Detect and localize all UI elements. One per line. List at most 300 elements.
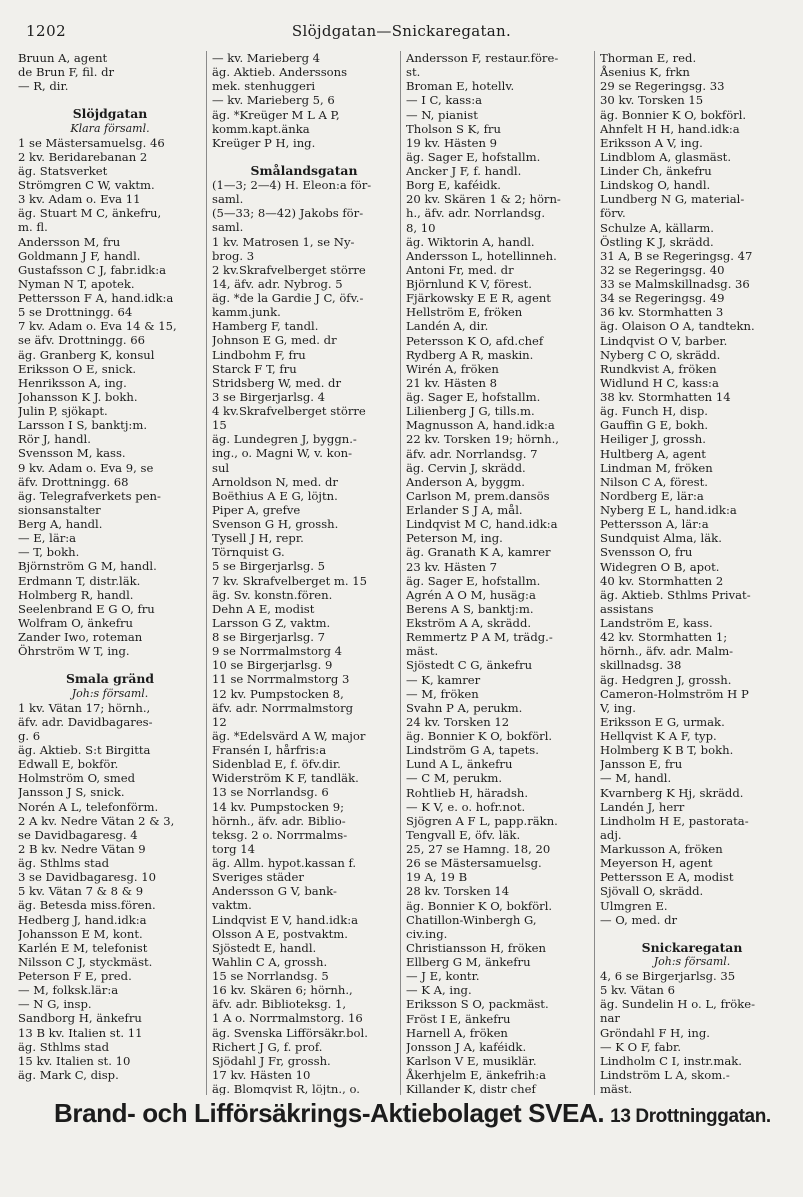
directory-entry: Kvarnberg K Hj, skrädd. bbox=[600, 785, 744, 800]
directory-entry: Thorman E, red. bbox=[600, 51, 697, 65]
directory-entry: äg. Wiktorin A, handl. bbox=[406, 234, 535, 249]
directory-entry: Widegren O B, apot. bbox=[600, 559, 720, 574]
directory-entry: 28 kv. Torsken 14 bbox=[406, 884, 510, 899]
directory-entry: Gustafsson C J, fabr.idk:a bbox=[18, 262, 167, 277]
directory-entry: (5—33; 8—42) Jakobs för- bbox=[212, 206, 364, 221]
directory-entry: 5 kv. Vätan 7 & 8 & 9 bbox=[18, 884, 144, 899]
directory-entry: Lindholm H E, pastorata- bbox=[600, 813, 749, 828]
directory-entry: — T, bokh. bbox=[18, 545, 80, 560]
directory-entry: Karlén E M, telefonist bbox=[18, 940, 148, 955]
directory-entry: Ulmgren E. bbox=[600, 898, 668, 913]
directory-entry: hörnh., äfv. adr. Malm- bbox=[600, 644, 734, 659]
directory-entry: torg 14 bbox=[212, 841, 256, 856]
directory-entry: — K A, ing. bbox=[406, 983, 472, 998]
directory-entry: Andersson G V, bank- bbox=[212, 884, 337, 899]
directory-entry: Bruun A, agent bbox=[18, 51, 108, 65]
directory-entry: äfv. Drottningg. 68 bbox=[18, 474, 129, 489]
directory-entry: Lund A L, änkefru bbox=[406, 757, 513, 772]
directory-entry: Jansson J S, snick. bbox=[18, 785, 125, 800]
advertisement-address: 13 Drottninggatan. bbox=[610, 1106, 771, 1127]
directory-entry: — K O F, fabr. bbox=[600, 1039, 682, 1054]
directory-entry: 14 kv. Pumpstocken 9; bbox=[212, 799, 345, 814]
directory-entry: äg. Sv. konstn.fören. bbox=[212, 587, 333, 602]
directory-entry: äg. Bonnier K O, bokförl. bbox=[406, 729, 553, 743]
directory-entry: 3 kv. Adam o. Eva 11 bbox=[18, 192, 141, 207]
directory-entry: (1—3; 2—4) H. Eleon:a för- bbox=[212, 178, 372, 193]
directory-entry: Björnström G M, handl. bbox=[18, 559, 157, 574]
directory-entry: Hedberg J, hand.idk:a bbox=[18, 912, 147, 927]
street-heading: Slöjdgatan bbox=[72, 107, 148, 122]
directory-entry: äfv. adr. Davidbagares- bbox=[18, 714, 153, 729]
directory-entry: sul bbox=[212, 460, 230, 475]
column-2 bbox=[206, 51, 400, 1095]
directory-entry: Svensson O, fru bbox=[600, 545, 693, 560]
directory-entry: Boëthius A E G, löjtn. bbox=[212, 488, 338, 503]
directory-entry: Seelenbrand E G O, fru bbox=[18, 601, 155, 616]
directory-entry: äg. Blomqvist R, löjtn., o. bbox=[212, 1082, 360, 1095]
directory-entry: äfv. adr. Biblioteksg. 1, bbox=[212, 997, 347, 1012]
directory-entry: Nyberg E L, hand.idk:a bbox=[600, 503, 737, 517]
directory-entry: 32 se Regeringsg. 40 bbox=[600, 262, 725, 277]
directory-entry: 15 bbox=[212, 418, 227, 433]
directory-entry: Fransén I, hårfris:a bbox=[212, 743, 327, 758]
directory-entry: 22 kv. Torsken 19; hörnh., bbox=[406, 432, 559, 447]
directory-entry: Åkerhjelm E, änkefrih:a bbox=[406, 1068, 547, 1082]
directory-entry: 19 kv. Hästen 9 bbox=[406, 135, 498, 150]
directory-entry: Ahnfelt H H, hand.idk:a bbox=[600, 121, 740, 136]
column-3 bbox=[400, 51, 594, 1095]
directory-entry: Nilson C A, förest. bbox=[600, 474, 708, 489]
directory-entry: 20 kv. Skären 1 & 2; hörn- bbox=[406, 192, 561, 207]
directory-entry: — C M, perukm. bbox=[406, 771, 503, 786]
directory-entry: 23 kv. Hästen 7 bbox=[406, 559, 498, 574]
directory-entry: 21 kv. Hästen 8 bbox=[406, 375, 498, 390]
directory-entry: 38 kv. Stormhatten 14 bbox=[600, 390, 731, 404]
directory-entry: Pettersson E A, modist bbox=[600, 870, 734, 885]
directory-entry: — O, med. dr bbox=[600, 912, 678, 927]
directory-entry: Gauffin G E, bokh. bbox=[600, 418, 709, 433]
directory-entry: Lilienberg J G, tills.m. bbox=[406, 404, 535, 419]
directory-entry: 30 kv. Torsken 15 bbox=[600, 93, 704, 108]
directory-entry: Edwall E, bokför. bbox=[18, 757, 119, 772]
directory-entry: Ekström A A, skrädd. bbox=[406, 616, 532, 630]
directory-entry: äg. Sthlms stad bbox=[18, 856, 110, 871]
directory-entry: 9 kv. Adam o. Eva 9, se bbox=[18, 460, 154, 475]
directory-entry: förv. bbox=[600, 206, 626, 221]
directory-entry: Linder Ch, änkefru bbox=[600, 164, 712, 178]
directory-entry: Lindqvist O V, barber. bbox=[600, 333, 728, 348]
directory-entry: — K V, e. o. hofr.not. bbox=[406, 799, 526, 814]
directory-entry: Schulze A, källarm. bbox=[600, 220, 714, 235]
directory-entry: — M, fröken bbox=[406, 686, 479, 701]
directory-entry: 2 kv.Skrafvelberget större bbox=[212, 262, 366, 277]
directory-entry: assistans bbox=[600, 601, 654, 616]
directory-entry: Lindqvist E V, hand.idk:a bbox=[212, 912, 359, 927]
directory-entry: 14, äfv. adr. Nybrog. 5 bbox=[212, 276, 343, 291]
directory-entry: Richert J G, f. prof. bbox=[212, 1039, 323, 1054]
directory-entry: Wahlin C A, grossh. bbox=[212, 954, 328, 969]
directory-entry: äg. Olaison O A, tandtekn. bbox=[600, 319, 755, 334]
directory-entry: 9 se Norrmalmstorg 4 bbox=[212, 644, 342, 659]
directory-entry: äg. Bonnier K O, bokförl. bbox=[600, 107, 747, 122]
directory-entry: Nyberg C O, skrädd. bbox=[600, 347, 721, 362]
spacer bbox=[212, 150, 396, 164]
directory-entry: Hultberg A, agent bbox=[600, 446, 706, 461]
directory-entry: 29 se Regeringsg. 33 bbox=[600, 79, 725, 94]
directory-entry: Björnlund K V, förest. bbox=[406, 277, 532, 291]
directory-entry: 33 se Malmskillnadsg. 36 bbox=[600, 277, 750, 291]
directory-entry: hörnh., äfv. adr. Biblio- bbox=[212, 813, 346, 828]
directory-entry: V, ing. bbox=[600, 700, 636, 715]
directory-entry: 25, 27 se Hamng. 18, 20 bbox=[406, 842, 551, 856]
directory-entry: äg. Stuart M C, änkefru, bbox=[18, 206, 162, 221]
directory-entry: 15 se Norrlandsg. 5 bbox=[212, 969, 329, 984]
directory-entry: Borg E, kaféidk. bbox=[406, 178, 501, 193]
directory-entry: — N G, insp. bbox=[18, 997, 92, 1012]
directory-entry: komm.kapt.änka bbox=[212, 121, 310, 136]
directory-entry: Landén J, herr bbox=[600, 799, 685, 814]
directory-entry: Goldmann J F, handl. bbox=[18, 248, 141, 263]
directory-entry: Sjödahl J Fr, grossh. bbox=[212, 1053, 331, 1068]
directory-entry: Lindström L A, skom.- bbox=[600, 1067, 730, 1082]
directory-entry: Cameron-Holmström H P bbox=[600, 686, 749, 701]
directory-entry: äfv. adr. Norrmalmstorg bbox=[212, 700, 354, 715]
directory-entry: äg. Svenska Lifförsäkr.bol. bbox=[212, 1025, 368, 1040]
directory-entry: Svensson M, kass. bbox=[18, 446, 126, 461]
directory-entry: Julin P, sjökapt. bbox=[18, 404, 108, 419]
column-1 bbox=[18, 51, 206, 1095]
spacer bbox=[18, 1082, 202, 1095]
directory-entry: brog. 3 bbox=[212, 248, 255, 263]
directory-entry: Johnson E G, med. dr bbox=[212, 333, 337, 348]
directory-entry: 42 kv. Stormhatten 1; bbox=[600, 630, 728, 645]
directory-entry: 8 se Birgerjarlsg. 7 bbox=[212, 630, 326, 645]
directory-entry: Eriksson E G, urmak. bbox=[600, 714, 725, 729]
directory-entry: äg. Bonnier K O, bokförl. bbox=[406, 898, 553, 913]
directory-entry: 13 B kv. Italien st. 11 bbox=[18, 1025, 143, 1040]
directory-entry: Magnusson A, hand.idk:a bbox=[406, 418, 555, 433]
directory-entry: — M, handl. bbox=[600, 771, 672, 786]
directory-entry: saml. bbox=[212, 192, 244, 207]
directory-entry: Meyerson H, agent bbox=[600, 856, 713, 871]
directory-entry: Ancker J F, f. handl. bbox=[406, 164, 522, 178]
spacer bbox=[18, 93, 202, 107]
directory-entry: 5 se Birgerjarlsg. 5 bbox=[212, 559, 326, 574]
directory-entry: 1 kv. Vätan 17; hörnh., bbox=[18, 700, 151, 715]
directory-entry: 2 kv. Beridarebanan 2 bbox=[18, 149, 148, 164]
directory-entry: — K, kamrer bbox=[406, 672, 481, 687]
directory-entry: Christiansson H, fröken bbox=[406, 940, 546, 955]
directory-entry: äg. *de la Gardie J C, öfv.- bbox=[212, 291, 364, 306]
directory-entry: Larsson G Z, vaktm. bbox=[212, 615, 331, 630]
directory-entry: äg. Aktieb. Sthlms Privat- bbox=[600, 587, 751, 602]
directory-entry: 26 se Mästersamuelsg. bbox=[406, 856, 542, 871]
directory-entry: Landén A, dir. bbox=[406, 319, 489, 334]
directory-entry: 31 A, B se Regeringsg. 47 bbox=[600, 248, 753, 263]
directory-entry: Nilsson C J, styckmäst. bbox=[18, 954, 153, 969]
directory-entry: 5 se Drottningg. 64 bbox=[18, 305, 133, 320]
directory-entry: Lundberg N G, material- bbox=[600, 192, 745, 207]
advertisement bbox=[54, 1098, 771, 1129]
directory-entry: äg. Aktieb. S:t Birgitta bbox=[18, 743, 151, 758]
directory-entry: 7 kv. Adam o. Eva 14 & 15, bbox=[18, 319, 177, 334]
directory-entry: Ellberg G M, änkefru bbox=[406, 955, 531, 969]
directory-entry: Åsenius K, frkn bbox=[600, 65, 690, 80]
directory-entry: Peterson F E, pred. bbox=[18, 969, 132, 984]
directory-entry: Zander Iwo, roteman bbox=[18, 630, 143, 645]
directory-entry: äg. Sager E, hofstallm. bbox=[406, 390, 541, 404]
directory-entry: Jonsson J A, kaféidk. bbox=[406, 1039, 527, 1054]
directory-entry: Hamberg F, tandl. bbox=[212, 319, 319, 334]
directory-entry: Dehn A E, modist bbox=[212, 601, 315, 616]
directory-entry: 34 se Regeringsg. 49 bbox=[600, 291, 725, 306]
directory-entry: Lindström G A, tapets. bbox=[406, 743, 539, 758]
directory-entry: Lindqvist M C, hand.idk:a bbox=[406, 517, 558, 532]
directory-entry: Strömgren C W, vaktm. bbox=[18, 178, 155, 193]
directory-entry: Arnoldson N, med. dr bbox=[212, 474, 338, 489]
directory-entry: 15 kv. Italien st. 10 bbox=[18, 1053, 131, 1068]
directory-columns bbox=[18, 51, 788, 1095]
directory-entry: Pettersson A, lär:a bbox=[600, 517, 709, 532]
directory-entry: Jansson E, fru bbox=[600, 757, 683, 772]
directory-entry: kamm.junk. bbox=[212, 305, 281, 320]
directory-entry: äg. Funch H, disp. bbox=[600, 404, 708, 419]
directory-entry: Lindskog O, handl. bbox=[600, 178, 711, 193]
directory-entry: äg. Granberg K, konsul bbox=[18, 347, 155, 362]
directory-entry: saml. bbox=[212, 220, 244, 235]
directory-entry: Lindbohm F, fru bbox=[212, 347, 306, 362]
directory-entry: Anderson A, byggm. bbox=[406, 474, 525, 489]
directory-entry: Gröndahl F H, ing. bbox=[600, 1025, 710, 1040]
directory-entry: civ.ing. bbox=[406, 926, 448, 941]
directory-entry: Andersson M, fru bbox=[18, 234, 121, 249]
directory-entry: Kreüger P H, ing. bbox=[212, 135, 316, 150]
directory-entry: — N, pianist bbox=[406, 107, 478, 122]
directory-entry: 36 kv. Stormhatten 3 bbox=[600, 305, 724, 320]
directory-entry: Wolfram O, änkefru bbox=[18, 615, 134, 630]
directory-entry: 19 A, 19 B bbox=[406, 870, 468, 885]
directory-entry: 11 se Norrmalmstorg 3 bbox=[212, 672, 350, 687]
directory-entry: Eriksson S O, packmäst. bbox=[406, 997, 549, 1012]
directory-entry: Rydberg A R, maskin. bbox=[406, 347, 534, 362]
directory-entry: mäst. bbox=[600, 1082, 633, 1095]
directory-entry: Landström E, kass. bbox=[600, 616, 713, 630]
column-4 bbox=[594, 51, 788, 1095]
directory-entry: äg. Mark C, disp. bbox=[18, 1067, 119, 1082]
directory-entry: Johansson K J. bokh. bbox=[18, 389, 138, 404]
directory-entry: 12 kv. Pumpstocken 8, bbox=[212, 686, 344, 701]
directory-entry: Holmberg K B T, bokh. bbox=[600, 743, 734, 758]
directory-entry: Svenson G H, grossh. bbox=[212, 517, 339, 532]
directory-entry: Tysell J H, repr. bbox=[212, 531, 304, 546]
directory-entry: Sjögren A F L, papp.räkn. bbox=[406, 813, 558, 828]
directory-entry: Sandborg H, änkefru bbox=[18, 1011, 142, 1026]
directory-entry: äg. Aktieb. Anderssons bbox=[212, 65, 348, 80]
spacer bbox=[18, 658, 202, 672]
directory-entry: Eriksson A V, ing. bbox=[600, 135, 703, 150]
directory-entry: äg. Hedgren J, grossh. bbox=[600, 672, 732, 687]
directory-entry: Henriksson A, ing. bbox=[18, 375, 127, 390]
directory-entry: vaktm. bbox=[212, 898, 252, 913]
directory-entry: 13 se Norrlandsg. 6 bbox=[212, 785, 329, 800]
directory-entry: Larsson I S, banktj:m. bbox=[18, 418, 148, 433]
directory-entry: äg. Telegrafverkets pen- bbox=[18, 488, 161, 503]
directory-entry: 4 kv.Skrafvelberget större bbox=[212, 404, 366, 419]
running-head: Slöjdgatan—Snickaregatan. bbox=[291, 22, 512, 40]
directory-entry: äg. Lundegren J, byggn.- bbox=[212, 432, 357, 447]
street-heading: Snickaregatan bbox=[641, 940, 743, 955]
directory-entry: Sidenblad E, f. öfv.dir. bbox=[212, 757, 341, 772]
directory-entry: se äfv. Drottningg. 66 bbox=[18, 333, 145, 348]
directory-entry: Sveriges städer bbox=[212, 870, 304, 885]
directory-entry: se Davidbagaresg. 4 bbox=[18, 827, 138, 842]
directory-entry: 17 kv. Hästen 10 bbox=[212, 1067, 311, 1082]
directory-entry: st. bbox=[406, 65, 421, 80]
directory-entry: de Brun F, fil. dr bbox=[18, 65, 115, 80]
directory-entry: Carlson M, prem.dansös bbox=[406, 488, 550, 503]
directory-entry: 3 se Davidbagaresg. 10 bbox=[18, 870, 157, 885]
directory-entry: Peterson M, ing. bbox=[406, 531, 503, 546]
directory-entry: m. fl. bbox=[18, 220, 48, 235]
directory-entry: Rör J, handl. bbox=[18, 432, 91, 447]
directory-entry: Holmberg R, handl. bbox=[18, 587, 134, 602]
directory-entry: Svahn P A, perukm. bbox=[406, 700, 523, 715]
directory-entry: Antoni Fr, med. dr bbox=[406, 262, 514, 277]
directory-entry: 40 kv. Stormhatten 2 bbox=[600, 573, 724, 588]
directory-entry: äg. Sundelin H o. L, fröke- bbox=[600, 997, 756, 1012]
directory-entry: Öhrström W T, ing. bbox=[18, 644, 130, 659]
directory-entry: Agrén A O M, husäg:a bbox=[406, 587, 536, 602]
directory-entry: 4, 6 se Birgerjarlsg. 35 bbox=[600, 969, 736, 984]
directory-entry: Harnell A, fröken bbox=[406, 1025, 508, 1040]
directory-entry: Rundkvist A, fröken bbox=[600, 361, 717, 376]
directory-entry: Lindholm C I, instr.mak. bbox=[600, 1053, 742, 1068]
directory-entry: äg. *Kreüger M L A P, bbox=[212, 107, 340, 122]
directory-entry: Nordberg E, lär:a bbox=[600, 488, 704, 503]
directory-entry: Killander K, distr chef bbox=[406, 1082, 536, 1095]
directory-entry: äg. Sager E, hofstallm. bbox=[406, 149, 541, 164]
directory-entry: Rohtlieb H, häradsh. bbox=[406, 785, 529, 800]
directory-entry: Petersson K O, afd.chef bbox=[406, 333, 544, 348]
directory-entry: adj. bbox=[600, 827, 622, 842]
directory-entry: äg. Sthlms stad bbox=[18, 1039, 110, 1054]
directory-entry: Heiliger J, grossh. bbox=[600, 432, 706, 447]
directory-entry: Törnquist G. bbox=[212, 545, 285, 560]
directory-entry: h., äfv. adr. Norrlandsg. bbox=[406, 206, 546, 221]
directory-entry: 24 kv. Torsken 12 bbox=[406, 714, 510, 729]
directory-entry: Tholson S K, fru bbox=[406, 121, 501, 136]
directory-entry: Markusson A, fröken bbox=[600, 842, 723, 856]
spacer bbox=[600, 927, 784, 941]
directory-entry: 7 kv. Skrafvelberget m. 15 bbox=[212, 573, 368, 588]
directory-entry: Lindman M, fröken bbox=[600, 460, 713, 475]
directory-entry: 1 A o. Norrmalmstorg. 16 bbox=[212, 1011, 363, 1026]
directory-entry: Andersson F, restaur.före- bbox=[406, 51, 559, 65]
street-heading: Smålandsgatan bbox=[250, 163, 358, 178]
directory-entry: — kv. Marieberg 4 bbox=[212, 51, 321, 65]
directory-entry: 16 kv. Skären 6; hörnh., bbox=[212, 983, 353, 998]
street-heading: Smala gränd bbox=[65, 672, 155, 687]
directory-entry: Stridsberg W, med. dr bbox=[212, 375, 342, 390]
directory-entry: 1 se Mästersamuelsg. 46 bbox=[18, 135, 165, 150]
directory-entry: Sjöstedt C G, änkefru bbox=[406, 658, 533, 673]
directory-entry: Holmström O, smed bbox=[18, 771, 136, 786]
parish-subheading: Klara församl. bbox=[70, 121, 150, 135]
directory-entry: Eriksson O E, snick. bbox=[18, 361, 137, 376]
directory-entry: Norén A L, telefonförm. bbox=[18, 799, 159, 814]
directory-entry: Hellström E, fröken bbox=[406, 305, 523, 320]
directory-entry: nar bbox=[600, 1011, 620, 1026]
directory-entry: — kv. Marieberg 5, 6 bbox=[212, 93, 335, 108]
directory-entry: äg. Sager E, hofstallm. bbox=[406, 573, 541, 588]
directory-entry: Chatillon-Winbergh G, bbox=[406, 912, 537, 927]
parish-subheading: Joh:s församl. bbox=[71, 686, 149, 700]
directory-entry: g. 6 bbox=[18, 728, 41, 743]
directory-entry: Remmertz P A M, trädg.- bbox=[406, 630, 553, 645]
directory-entry: 10 se Birgerjarlsg. 9 bbox=[212, 658, 333, 673]
directory-entry: 12 bbox=[212, 714, 227, 729]
directory-entry: 2 A kv. Nedre Vätan 2 & 3, bbox=[18, 813, 175, 828]
directory-entry: sionsanstalter bbox=[18, 502, 101, 517]
directory-entry: Berg A, handl. bbox=[18, 517, 103, 532]
directory-entry: — M, folksk.lär:a bbox=[18, 983, 119, 998]
directory-entry: Berens A S, banktj:m. bbox=[406, 601, 534, 616]
directory-entry: Wirén A, fröken bbox=[406, 361, 499, 376]
directory-entry: Fröst I E, änkefru bbox=[406, 1011, 511, 1026]
directory-entry: Karlson V E, musiklär. bbox=[406, 1053, 537, 1068]
directory-entry: Lindblom A, glasmäst. bbox=[600, 149, 732, 164]
directory-entry: äg. Statsverket bbox=[18, 163, 108, 178]
directory-entry: 5 kv. Vätan 6 bbox=[600, 983, 675, 998]
directory-entry: Starck F T, fru bbox=[212, 361, 297, 376]
directory-entry: mek. stenhuggeri bbox=[212, 79, 316, 94]
directory-entry: — J E, kontr. bbox=[406, 969, 480, 984]
directory-entry: 1 kv. Matrosen 1, se Ny- bbox=[212, 234, 355, 249]
directory-entry: äfv. adr. Norrlandsg. 7 bbox=[406, 446, 538, 461]
directory-entry: Johansson E M, kont. bbox=[18, 926, 143, 941]
directory-entry: Östling K J, skrädd. bbox=[600, 234, 714, 249]
directory-entry: Sjövall O, skrädd. bbox=[600, 884, 704, 899]
directory-entry: 3 se Birgerjarlsg. 4 bbox=[212, 389, 326, 404]
directory-entry: Tengvall E, öfv. läk. bbox=[406, 827, 521, 842]
directory-entry: Olsson A E, postvaktm. bbox=[212, 926, 348, 941]
directory-entry: Andersson L, hotellinneh. bbox=[406, 248, 557, 263]
directory-entry: skillnadsg. 38 bbox=[600, 658, 682, 673]
directory-entry: äg. Allm. hypot.kassan f. bbox=[212, 856, 357, 871]
directory-entry: Hellqvist K A F, typ. bbox=[600, 729, 717, 743]
directory-entry: Erdmann T, distr.läk. bbox=[18, 573, 141, 588]
parish-subheading: Joh:s församl. bbox=[653, 954, 731, 968]
directory-entry: Widlund H C, kass:a bbox=[600, 375, 719, 390]
directory-entry: äg. Cervin J, skrädd. bbox=[406, 460, 526, 475]
directory-entry: Piper A, grefve bbox=[212, 502, 301, 517]
directory-entry: mäst. bbox=[406, 644, 439, 659]
directory-entry: teksg. 2 o. Norrmalms- bbox=[212, 827, 348, 842]
directory-entry: äg. *Edelsvärd A W, major bbox=[212, 728, 366, 743]
directory-entry: Sundquist Alma, läk. bbox=[600, 531, 722, 546]
page-number: 1202 bbox=[26, 22, 67, 40]
directory-entry: Pettersson F A, hand.idk:a bbox=[18, 291, 174, 306]
directory-entry: Erlander S J A, mål. bbox=[406, 503, 523, 517]
directory-entry: 2 B kv. Nedre Vätan 9 bbox=[18, 841, 146, 856]
directory-entry: Nyman N T, apotek. bbox=[18, 276, 135, 291]
directory-entry: ing., o. Magni W, v. kon- bbox=[212, 446, 353, 461]
directory-entry: Broman E, hotellv. bbox=[406, 79, 515, 94]
directory-entry: 8, 10 bbox=[406, 220, 436, 235]
directory-entry: äg. Granath K A, kamrer bbox=[406, 545, 551, 560]
directory-entry: Fjärkowsky E E R, agent bbox=[406, 291, 551, 306]
directory-entry: — R, dir. bbox=[18, 79, 69, 94]
